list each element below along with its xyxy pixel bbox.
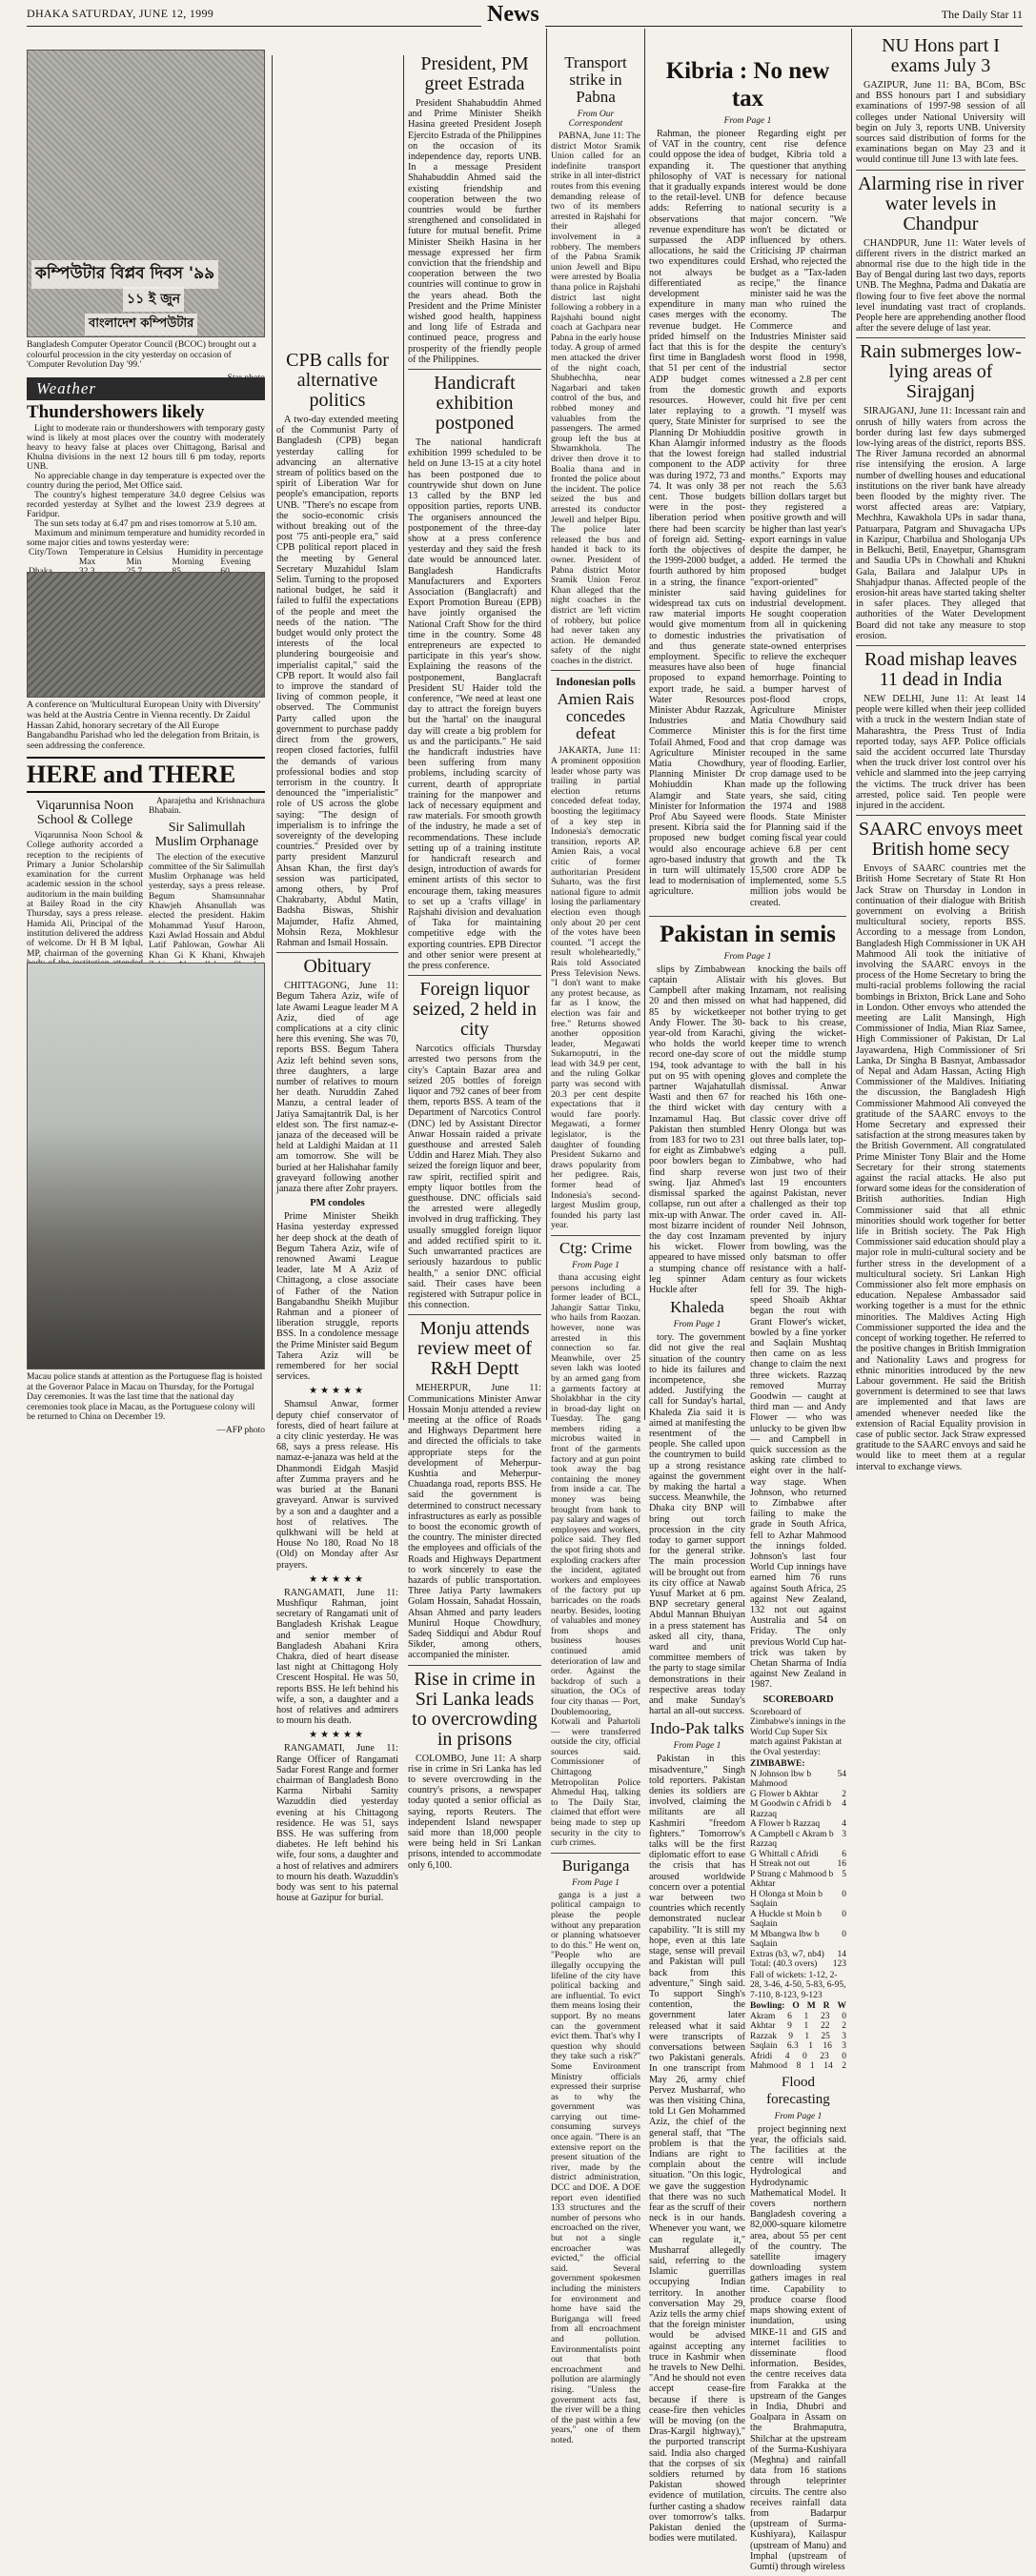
- here-and-there-section: [27, 755, 265, 961]
- procession-photo: [27, 50, 265, 337]
- headline: CPB calls for alternative politics: [286, 350, 389, 411]
- bowling-row: Afridi 4 0 23 0: [750, 2051, 846, 2061]
- article-body: slips by Zimbabwean captain Alistair Campbell after making 20 and then missed on 85 by wicketkeeper Andy Flower. The 30-year-old from Karachi, who holds the world record one-day score of 194, took advantage to put on 95 with opening partner Wajahatullah Wasti and then 67 for the third wicket with Inzamamul Haq. But Pakistan then stumbled from 183 for two to 231 for eight as Zimbabwe's poor bowlers began to find sharp reverse swing. Ijaz Ahmed's dismissal sparked the collapse, run out after a mix-up with Anwar. The most bizarre incident of the day cost Inzamam his wicket. Flower appeared to have missed a stumping chance off leg spinner Adam Huckle after: [649, 963, 745, 1295]
- byline: From Page 1: [774, 2111, 823, 2121]
- headline: Amien Rais concedes defeat: [557, 690, 635, 743]
- article-body: President Shahabuddin Ahmed and Prime Minister Sheikh Hasina greeted President Joseph Ejercito Estrada of the Philippines on the occasion of its independence day, reports UNB. In a message President Shahabuddin Ahmed said the existing friendship and cooperation between the two countries would be further strengthened and consolidated in future for mutual benefit. Prime Minister Sheikh Hasina in her message expressed her firm conviction that the friendship and cooperation between the two countries will continue to grow in the years ahead. Both the President and the Prime Minister wished good health, happiness and long life of Estrada and continued peace, progress and prosperity of the friendly people of the Philippines.: [408, 98, 541, 365]
- section-title: News: [481, 2, 545, 28]
- subhead: PM condoles: [310, 1198, 365, 1209]
- photo-caption: Macau police stands at attention as the Portuguese flag is hoisted at the Governor Palace in Macau on Thursday, for the Portugal Day ceremonies. It was the last time that the national day ceremonies took place in Macau, as the Portuguese colony will be returned to China on December 19.: [27, 1372, 262, 1422]
- bowling-row: Akhtar 9 1 22 2: [750, 2021, 846, 2032]
- banner-text: কম্পিউটার বিপ্লব দিবস '৯৯: [31, 260, 218, 289]
- bowling-header: Bowling: O M R W: [750, 2001, 846, 2012]
- byline: From Page 1: [723, 951, 772, 962]
- article-body: The national handicraft exhibition 1999 scheduled to be held on June 13-15 at a city hotel has been postponed due to countrywide shut down on June 13 called by the BNP led opposition parties, reports UNB. The organisers announced the postponement of the three-day show at a press conference yesterday and they said the fresh date would be announced later. Bangladesh Handicrafts Manufacturers and Exporters Association (Banglacraft) and Export Promotion Bureau (EPB) have jointly organised the National Craft Show for the third time in the country. Some 48 entrepreneurs are expected to participate in this year's show. Explaining the reasons of the postponement, Banglacraft President SU Haider told the conference, "We need at least one day to attract the foreign buyers but the 'hartal' on the inaugural day will create a big problem for us and the participants." He said the handicraft industries have been suffering from many problems, including scarcity of current, dearth of appropriate training for the manpower and lack of necessary equipment and raw materials. For smooth growth of the industry, he made a set of recommendations. These include setting up of a training institute for handicraft research and design, introduction of awards for eminent artists of this sector to encourage them, taking measures to set up a 'crafts village' in Rajshahi division and devaluation of Taka for maintaining competitive edge with the exporting countries. EPB Director and other senior were present at the press conference.: [408, 437, 541, 972]
- weather-label: Weather: [27, 377, 265, 400]
- column-2: [276, 349, 398, 1904]
- byline: From Page 1: [572, 1260, 620, 1270]
- separator-stars: ★★★★★: [309, 1730, 366, 1741]
- bowling-row: Mahmood 8 1 14 2: [750, 2061, 846, 2072]
- score-row: H Streak not out 16: [750, 1859, 846, 1870]
- article-body: GAZIPUR, June 11: BA, BCom, BSc and BSS honours part I and subsidiary examinations of 1997-98 session of all colleges under National University will begin on July 3, reports UNB. University sources said distribution of forms for the examinations began on May 23 and it would continue till June 13 with late fees.: [856, 80, 1026, 166]
- wx-col-subheader: Humidity in percentage: [177, 548, 263, 558]
- byline: From Page 1: [723, 116, 772, 126]
- article-body: Viqarunnisa Noon School & College authority accorded a reception to the recipients of Primary a Junior Scholarship examination for the current academic session in the school auditorium in the main building at Bailey Road in the city Thursday, says a press release. Hamida Ali, Principal of the institution delivered the address of welcome. Dr H B M Iqbal, MP, chairman of the governing: [27, 831, 143, 959]
- column-rule: [272, 55, 273, 1420]
- bowling-row: Saqlain 6.3 1 16 3: [750, 2041, 846, 2052]
- byline: From Page 1: [673, 1741, 721, 1752]
- score-row: Extras (b3, w7, nb4) 14: [750, 1949, 846, 1959]
- headline: Rain submerges low-lying areas of Sirajganj: [860, 341, 1022, 403]
- column-4: [551, 52, 640, 2445]
- column-6: [856, 34, 1026, 1472]
- headline: Rise in crime in Sri Lanka leads to overcrowding in prisons: [412, 1668, 538, 1750]
- article-body: A two-day extended meeting of the Communist Party of Bangladesh (CPB) began yesterday calling for advancing an alternative stream of politics based on the spirit of Liberation War for people's emancipation, reports UNB. "There's no escape from the socio-economic crisis without breaking out of the post '75 anti-people era," said CPB political report placed in the meeting by General Secretary Muzahidul Islam Selim. Turning to the proposed national budget, he said it failed to fulfil the expectations of the people and meet the needs of the nation. "The budget would only protect the interests of the local plundering bourgeoisie and imperialist capital," said the CPB report. It would also fail to improve the standard of living of common people, it observed. The Communist Party called upon the government to purchase paddy direct from the growers, reopen closed factories, fulfil the demands of various professional bodies and stop terrorism in the country. It denounced the "imperialistic" role of US across the globe saying: "The design of imperialism is to infringe the sovereignty of the developing countries." Presided over by party president Manzurul Ahsan Khan, the first day's session was participated, among others, by Prof Chakrabarty, Abdul Matin, Badsha Biswas, Shishir Majumder, Hafiz Ahmed, Mohsin Reza, Mokhlesur Rahman and Ismail Hossain.: [276, 415, 398, 948]
- photo-story-computer-day: [27, 50, 265, 372]
- headline: NU Hons part I exams July 3: [882, 35, 1000, 76]
- headline: Alarming rise in river water levels in Chandpur: [858, 172, 1024, 234]
- column-rule: [546, 29, 547, 1420]
- headline: Sir Salimullah Muslim Orphanage: [154, 820, 259, 849]
- article-body: RANGAMATI, June 11: Mushfiqur Rahman, joint secretary of Rangamati unit of Bangladesh Krishak League and senior member of Bangladesh Abahani Krira Chakra, died of heart disease last night at Chittagong Holy Crescent Hospital. He was 50, reports BSS. He left behind his wife, a son, a daughter and a host of relatives and admirers to mourn his death.: [276, 1587, 398, 1727]
- weather-text: The sun sets today at 6.47 pm and rises tomorrow at 5.10 am.: [34, 519, 257, 529]
- score-row: Total: (40.3 overs) 123: [750, 1959, 846, 1970]
- score-row: G Flower b Akhtar 2: [750, 1789, 846, 1799]
- headline: Kibria : No new tax: [665, 58, 830, 112]
- scoreboard-title: SCOREBOARD: [762, 1694, 834, 1705]
- article-body: RANGAMATI, June 11: Range Officer of Rangamati Sadar Forest Range and former chairman of Bangladesh Bono Karma Nirbahi Samity Wazuddin died yesterday evening at his Chittagong residence. He was 51, says BSS. He was suffering from diabetes. He left behind his wife, four sons, a daughter and a host of relatives and admirers to mourn his death. Wazuddin's body was sent to his paternal house at Gazipur for burial.: [276, 1743, 398, 1904]
- column-rule: [403, 55, 404, 1420]
- score-row: N Johnson lbw b Mahmood 54: [750, 1769, 846, 1790]
- article-body: Rahman, the pioneer of VAT in the country, could oppose the idea of expanding it. The philosophy of VAT is that it gradually expands to the retail-level. UNB adds: Referring to observations that revenue expenditure has surpassed the ADP allocations, he said the two expenditures could not always be differentiated as development expenditure in many cases merges with the revenue budget. He prided himself on the fact that this is for the first time in Bangladesh that 51 per cent of the ADP budget comes from the domestic resources. However, later replaying to a query, State Minister for Planning Dr Mohiuddin Khan Alamgir informed that the lowest foreign component to the ADP was during 1972, 73 and 74. It was only 38 per cent. Those budgets were in the post-liberation period when there had been scarcity of foreign aid. Setting-forth the objectives of the 1999-2000 budget, a fourth authored by him in a string, the finance minister said widespread tax cuts on raw material imports would give momentum to domestic industries and thus generate employment. Specific measures have also been proposed to expand export trade, he said. Water Resources Minister Abdur Razzak, Industries and Commerce Minister Tofail Ahmed, Food and Agriculture Minister Matia Chowdhury, Planning Minister Dr Mohiuddin Khan Alamgir and State Minister for Information Prof Abu Sayeed were present. Kibria said the proposed new budget would also encourage agro-based industry that in turn will ultimately lead to modernisation of agriculture.: [649, 129, 745, 898]
- headline: Ctg: Crime: [559, 1238, 633, 1257]
- headline: Handicraft exhibition postponed: [434, 373, 516, 435]
- scoreboard: [750, 1708, 846, 2072]
- photo-caption: A conference on 'Multicultural European Unity with Diversity' was held at the Austria Centre in Vienna recently. Dr Zaidul Hassan Zahid, honorary secretary of the All Europe Bangabandhu Parishad who led the delegation from Britain, is seen addressing the conference.: [27, 700, 261, 752]
- score-row: G Whittall c Afridi 6: [750, 1849, 846, 1859]
- article-body: Narcotics officials Thursday arrested two persons from the city's Captain Bazar area and seized 205 bottles of foreign liquor and 792 canes of beer from them, reports BSS. A team of the Department of Narcotics Control (DNC) led by Assistant Director Anwar Hossain raided a private guesthouse and arrested Saleh Uddin and Harez Miah. They also seized the foreign liquor and beer, raw spirit, rectified spirit and empty liquor bottles from the guesthouse. DNC officials said the arrested were allegedly involved in drug trafficking. They usually smuggled foreign liquor and added rectified spirit to it. Such unwarranted practices are seriously hazardous to public health," a senior DNC official said. Their cases have been registered with Sutrapur police in this connection.: [408, 1044, 541, 1311]
- weather-text: Light to moderate rain or thundershowers with temporary gusty wind is likely at most places over the country with moderately heavy to heavy false at places over Chittagong, Barisal and Khulna divisions in the next 12 hours till 6 pm today, reports UNB.: [27, 424, 265, 472]
- score-row: H Olonga st Moin b Saqlain 0: [750, 1889, 846, 1910]
- article-body: CHITTAGONG, June 11: Begum Tahera Aziz, wife of late Awami League leader M A Aziz, died of age complications at a city clinic here this evening. She was 70, reports BSS. Begum Tahera Aziz left behind seven sons, three daughters, a large number of relatives to mourn her death. Nuruddin Zahed Manzu, a central leader of Jatiya Samajtantrik Dal, is her eldest son. The first namaz-e-janaza of the deceased will be held at Laldighi Maidan at 11 am tomorrow. She will be buried at her Halishahar family graveyard following another janaza there after Zohr prayers.: [276, 981, 398, 1195]
- article-body: Regarding eight per cent rise defence budget, Kibria told a questioner that anything necessary for national interest would be done for defence because national security is a major concern. "We won't be dictated or influenced by others. Criticising JP chairman Ershad, who rejected the budget as a "Tax-laden recipe," the finance minister said he was the man who ruined the economy. The Commerce and Industries Minister said despite the century's worst flood in 1998, industrial sector witnessed a 2.8 per cent growth and exports could hit five per cent growth. "I myself was surprised to see the positive growth in industry as the floods had stalled industrial activity for three months." Exports may not reach the 5.63 billion dollars target but they registered a positive growth and will be higher than last year's export earnings in value despite the damper, he added. He termed the proposed budget "export-oriented" having guidelines for industrial development. He sought cooperation from all in quickening the privatisation of state-owned enterprises to relieve the exchequer of huge financial hemorrhage. Pointing to a bumper harvest of post-flood crops, Agriculture Minister Matia Chowdhury said this is for the first time that crop damage was recouped in the same year of flooding. Earlier, crop damage used to be made up the following years, she said, citing the 1974 and 1988 floods. State Minister for Planning said if the coming fiscal year could achieve 6.8 per cent growth and the Tk 15,500 crore ADP be implemented, some 5.5 million jobs would be created.: [750, 129, 846, 908]
- score-row: M Goodwin c Afridi b Razzaq 4: [750, 1799, 846, 1819]
- weather-text: The country's highest temperature 34.0 degree Celsius was recorded yesterday at Sylhet and the lowest 23.9 degrees at Faridpur.: [27, 491, 265, 519]
- section-heading: HERE and THERE: [27, 757, 265, 793]
- bowling-row: Razzak 9 1 25 3: [750, 2031, 846, 2041]
- score-row: A Huckle st Moin b Saqlain 0: [750, 1909, 846, 1930]
- column-3: [408, 52, 541, 1871]
- photo-story-macau: [27, 963, 265, 1435]
- wx-col-header: Morning: [172, 558, 204, 567]
- article-body: Pakistan in this misadventure," Singh told reporters. Pakistan denies its soldiers are involved, claiming the militants are all Kashmiri "freedom fighters." Tomorrow's talks will be the first diplomatic effort to ease the crisis that has aroused worldwide concern over a potential war between two countries which recently demonstrated nuclear capability. "It is still my hope, even at this late stage, sense will prevail and Pakistan will pull back from this adventure," Singh said. To support Singh's contention, the government later released what it said were transcripts of conversations between two Pakistani generals. In one transcript from May 26, army chief Pervez Musharraf, who was then visiting China, told Lt Gen Mohammed Aziz, the chief of the general staff, that "The problem is that the Indians are right to complain about the situation. "On this logic, we gave the suggestion that there was no such fear as the scruff of their neck is in our hands. Whenever you want, we can regulate it," Musharraf allegedly said, referring to the Islamic guerrillas occupying Indian territory. In another conversation May 29, Aziz tells the army chief that the foreign minister would be advised against accepting any truce in Kashmir when he travels to New Delhi. "And he should not even accept cease-fire because if there is cease-fire then vehicles will be moving (on the Dras-Kargil highway)," the purported transcript said. India also charged that the corpses of six soldiers returned by Pakistan showed evidence of mutilation, further casting a shadow over tomorrow's talks. Pakistan denied the bodies were mutilated.: [649, 1754, 745, 2545]
- wx-col-header: Min: [126, 558, 142, 567]
- headline: Monju attends review meet of R&H Deptt: [417, 1318, 532, 1380]
- headline: Buriganga: [561, 1856, 630, 1875]
- wx-col-header: Max: [78, 558, 96, 567]
- article-body: Prime Minister Sheikh Hasina yesterday expressed her deep shock at the death of Begum Tahera Aziz, wife of renowned Awami League leader, late M A Aziz of Chittagong, a close associate of Father of the Nation Bangabandhu Sheikh Mujibur Rahman and a pioneer of liberation struggle, reports BSS. In a condolence message the Prime Minister said Begum Tahera Aziz will be remembered for her social services.: [276, 1211, 398, 1383]
- banner-text: ১১ ই জুন: [123, 287, 184, 312]
- paper-name: The Daily Star 11: [941, 8, 1023, 21]
- article-body: Aparajetha and Krishnachura Bhabain.: [149, 797, 265, 817]
- weather-text: Maximum and minimum temperature and humidity recorded in some major cities and towns yesterday were:: [27, 529, 265, 548]
- dateline: DHAKA SATURDAY, JUNE 12, 1999: [27, 7, 214, 20]
- wx-col-header: Evening: [220, 558, 251, 567]
- photo-caption: Bangladesh Computer Operator Council (BCOC) brought out a colourful procession in the city yesterday on occasion of 'Computer Revolution Day '99.': [27, 340, 256, 370]
- bowling-row: Akram 6 1 23 0: [750, 2011, 846, 2021]
- article-body: COLOMBO, June 11: A sharp rise in crime in Sri Lanka has led to severe overcrowding in the country's prisons, a newspaper today quoted a senior official as saying, reports Reuters. The independent Island newspaper said more than 18,000 people were being held in Sri Lankan prisons, intended to accommodate only 6,100.: [408, 1753, 541, 1871]
- article-body: project beginning next year, the officials said. The facilities at the centre will include Hydrological and Hydrodynamic Mathematical Model. It covers northern Bangladesh covering a 82,000-square kilometre area, about 55 per cent of the country. The satellite imagery downloading system gathers images in real time. Capability to produce coarse flood maps showing extent of inundation, using MIKE-11 and GIS and internet facilities to disseminate flood information. Besides, the centre receives data from Farakka at the upstream of the Ganges in India, Dhubri and Goalpara in Assam on the Brahmaputra, Shilchar at the upstream of the Surma-Kushiyara (Meghna) and rainfall data from 16 stations through teleprinter circuits. The centre also receives rainfall data from Badarpur (upstream of Surma-Kushiyara), Kailaspur (upstream of Manu) and Imphal (upstream of Gumti) through wireless: [750, 2123, 846, 2572]
- photo-credit: —AFP photo: [216, 1425, 265, 1435]
- score-row: P Strang c Mahmood b Akhtar 5: [750, 1869, 846, 1890]
- wx-col-header: City/Town: [29, 548, 68, 558]
- weather-text: No appreciable change in day temperature is expected over the country during the period, Met Office said.: [27, 472, 265, 491]
- article-body: knocking the bails off with his gloves. But Inzamam, not realising what had happened, did not bother trying to get back to his crease, giving the wicket-keeper time to wrench out the middle stump with the ball in his gloves and complete the dismissal. Anwar reached his 16th one-day century with a classic cover drive off Henry Olonga but was out three balls later, top-edging a pull. Zimbabwe, who had won just two of their last 19 encounters against Pakistan, never challenged as their top order caved in. All-rounder Neil Johnson, prevented by injury from bowling, was the only batsman to offer resistance with a half-century as four wickets fell for 39. The high-speed Shoaib Akhtar began the rout with Grant Flower's wicket, bowled by a fine yorker and Saqlain Mushtaq then came on as less change to claim the next three wickets. Razzaq removed Murray Goodwin — caught at third man — and Andy Flower — who was unlucky to be given lbw — and Campbell in quick succession as the asking rate climbed to eight over in the half-way stage. When Johnson, who returned to Zimbabwe after failing to make the grade in South Africa, fell to Azhar Mahmood the innings folded. Johnson's last four World Cup innings have earned him 76 runs against South Africa, 25 against New Zealand, 132 not out against Australia and 54 on Friday. The only previous World Cup hat-trick was taken by Chetan Sharma of India against New Zealand in 1987.: [750, 963, 846, 1691]
- headline: Obituary: [303, 956, 372, 978]
- headline: Flood forecasting: [766, 2074, 830, 2107]
- headline: Pakistan in semis: [660, 921, 836, 947]
- wx-col-subheader: Temperature in Celsius: [78, 548, 163, 558]
- byline: From Our Correspondent: [568, 110, 623, 129]
- article-body: JAKARTA, June 11: A prominent opposition leader whose party was trailing in partial election returns conceded defeat today, boosting the legitimacy of a key step in Indonesia's democratic transition, reports AP. Amien Rais, a vocal critic of former authoritarian President Suharto, was the first national figure to admit losing the parliamentary election even though only about 20 per cent of the votes have been counted. "I accept the result wholeheartedly," Rais told Associated Press Television News. "I don't want to make any protest because, as far as I know, the election was fair and free." Returns showed another opposition leader, Megawati Sukarnoputri, in the lead with 34.9 per cent, and the ruling Golkar party was second with 20.3 per cent despite expectations that it would fare poorly. Megawati, a former legislator, is the daughter of founding President Sukarno and draws popularity from her pedigree. Rais, former head of Indonesia's second-largest Muslim group, founded his party last year.: [551, 745, 640, 1231]
- column-rule: [851, 29, 852, 1420]
- weather-headline: Thundershowers likely: [27, 402, 205, 422]
- headline: SAARC envoys meet British home secy: [858, 819, 1024, 861]
- article-body: SIRAJGANJ, June 11: Incessant rain and onrush of hilly waters from across the border during last few days submerged low-lying areas of the district, reports BSS. The River Jamuna recorded an abnormal rise intensifying the erosion. A large number of dwelling houses and educational institutions on the river bank have already been flooded by the mighty river. The worst affected areas are: Vatpiary, Mechhra, Kawakhola UPs in sadar thana, Patuarpara, Patgram and Shuvagacha UPs in Kazipur, Charbilua and Shologanja UPs in Belkuchi, Betil, Enayetpur, Ghamsgram and Saudia UPs in Chowhali and Khukni Gala, Bailara and Jalalpur UPs in Shahjadpur thanas. Affected people of the erosion-hit areas have started taking shelter in safer places. They alleged that authorities of the Water Development Board did not take any measure to stop erosion.: [856, 406, 1026, 641]
- kicker: Indonesian polls: [556, 675, 636, 689]
- headline: President, PM greet Estrada: [420, 53, 529, 94]
- banner-text: বাংলাদেশ কম্পিউটার: [85, 314, 197, 335]
- article-body: ganga is a just a political campaign to please the people without any preparation or planning whatsoever to do this." He went on, "People who are illegally occupying the lifeline of the city have political backing and are influential. To evict them means losing their support. By no means can the government evict them. That's why I question why should they take such a risk?" Some Environment Ministry officials expressed their surprise as to why the government was carrying out time-consuming surveys once again. "There is an extensive report on the present situation of the river, made by the district administration, DCC and DOE. A DOE report even identified 133 structures and the number of persons who encroached on the river, but not a single encroacher was evicted," the official said. Several government spokesmen including the ministers for environment and home have said the Buriganga will freed from all encroachment and pollution. Environmentalists point out that both encroachment and pollution are alarmingly rising. "Unless the government acts fast, the river will be a thing of the past within a few years," one of them noted.: [551, 1889, 640, 2445]
- headline: Road mishap leaves 11 dead in India: [864, 648, 1017, 690]
- article-body: CHANDPUR, June 11: Water levels of different rivers in the district marked an abnormal rise due to the high tide in the Bay of Bengal during last two days, reports UNB. The Meghna, Padma and Dakatia are flowing four to five feet above the normal level inundating vast tract of croplands. People here are apprehending another flood after the severe deluge of last year.: [856, 237, 1026, 335]
- scoreboard-team: ZIMBABWE:: [750, 1759, 805, 1770]
- scoreboard-intro: Scoreboard of Zimbabwe's innings in the World Cup Super Six match against Pakistan at the Oval yesterday:: [750, 1707, 846, 1757]
- article-body: PABNA, June 11: The district Motor Sramik Union called for an indefinite transport strike in all inter-district routes from this evening demanding release of two of its members arrested in Rajshahi for their alleged involvement in a robbery. The members of the Pabna Sramik union Jewell and Bipu were arrested by Boalia thana police in Rajshahi district last night following a robbery in a Rajshahi bound night coach at Gachpara near Pabna in the early house today. A group of armed men attacked the driver of the night coach, Shubhechha, near Nagarbari and taken control of the bus, and robbed money and valuables from the passengers. The armed group left the bus at Shwarnkhola. The driver then drove it to Boalia thana and in fronted the police about the incident. The police seized the bus and arrested its conductor Jewell and helper Bipu. The police later released the bus and handed it back to its owner. President of Pabna district Motor Sramik Union Feroz Khan alleged that the night coaches in the district are 'left victim of robbery, but police had never taken any action. He demanded safety of the night coaches in the district.: [551, 131, 640, 666]
- weather-section: [27, 377, 265, 568]
- headline: Indo-Pak talks: [650, 1719, 744, 1738]
- weather-table-header: [27, 548, 265, 558]
- separator-stars: ★★★★★: [309, 1573, 366, 1585]
- article-body: The election of the executive committee of the Sir Salimullah Muslim Orphanage was held yesterday, says a press release. Begum Shamsunnahar Khawjeh Ahsanullah was elected the president. Hakim Mohammad Yusuf Haroon, Kazi Awlad Hossain and Abdul Latif Pahlowan, Gowhar Ali Khan Gi K Khani, Khwajeh: [149, 852, 265, 961]
- macau-photo: [27, 963, 265, 1369]
- article-body: Envoys of SAARC countries met the British Home Secretary of State Rt Hon Jack Straw on Thursday in London in continuation of their dialogue with British government on evolving a British multicultural society, reports BSS. According to a message from London, Bangladesh High Commissioner in UK AH Mahmood Ali took the initiative of involving the SAARC envoys in the process of the Home Secretary to bring the multi-racial problems following the racial bombings in Brixton, Brick Lane and Soho in London. Other envoys who attended the meeting are Lalit Mansingh, High Commissioner of India, Mian Riaz Samee, High Commissioner of Pakistan, Dr Lal Jayawardena, High Commissioner of Sri Lanka, Dr Singha B Basnyat, Ambassador of Nepal and Adam Hassan, Acting High Commissioner of the Maldives. Initiating the discussion, the Bangladesh High Commissioner Mahmood Ali conveyed the gratitude of the SAARC envoys to the Home Secretary and expressed their satisfaction at the strong measures taken by the British Government. All congratulated Prime Minister Tony Blair and the Home Secretary for their strong statements against the racial attacks. He also put forward some ideas for the consideration of British authorities. Indian High Commissioner said that all ethnic minorities should work together for better life in British society. The Pak High Commissioner said education should play a major role in multi-cultural society and be further stress in the development of a multicultural society. Sri Lankan High Commissioner also felt more emphasis on education. Nepalese Ambassador said working together is a must for the ethnic minorities. The Maldives Acting High Commissioner supported the idea and the concept of working together. He referred to the positive changes in British Immigration and Nationality Laws and progress for ethnic minorities introduced by the new Labour government. He said the British government is determined to see that laws are implemented and that laws are amended whenever needed like the extension of Racial Equality provision in case of public sector. Jack Straw expressed gratitude to the SAARC envoys and said he would like to meet them at a regular interval to exchange views.: [856, 863, 1026, 1472]
- column-5: [649, 55, 846, 2572]
- score-row: A Flower b Razzaq 4: [750, 1819, 846, 1830]
- byline: From Page 1: [673, 1320, 721, 1330]
- article-body: thana accusing eight persons including a former leader of BCL, Jahangir Sattar Tinku, who hails from Raozan. however, none was arrested in this connection so far. Meanwhile, over 25 seven lakh was looted by an armed gang from a garments factory at Sholakbhar in the city in broad-day light on Tuesday. The gang members riding a microbus waited in front of the garments factory and at gun point took away the bag containing the money from inside a car. The money was being brought from bank to pay salary and wages of employees and workers, police said. They fled the spot firing shots and exploding crackers after the incident, agitated workers and employees of the factory put up barricades on the roads nearby. Besides, looting of valuables and money from shops and business houses continued amid deterioration of law and order. Against the backdrop of such a situation, the OCs of four city thanas — Port, Doublemooring, Kotwali and Pahartoli — were transferred outside the city, official sources said. Commissioner of Chittagong Metropolitan Police Ahmedul Huq, talking to The Daily Star, claimed that effort were being made to step up security in the city to curb crimes.: [551, 1271, 640, 1849]
- photo-story-conference: [27, 572, 265, 753]
- score-row: M Mbangwa lbw b Saqlain 0: [750, 1929, 846, 1950]
- article-body: NEW DELHI, June 11: At least 14 people were killed when their jeep collided with a truck in the western Indian state of Maharashtra, the Press Trust of India reported today, says AFP. Police officials said the accident occurred late Thursday when the truck driver lost control over his vehicle and slammed into the jeep carrying the victims. The truck driver has been arrested, police said. Ten people were injured in the accident.: [856, 693, 1026, 811]
- article-body: tory. The government did not give the real situation of the country to hide its failures and incompetence, she added. Justifying the call for Sunday's hartal, Khaleda Zia said it is aimed at manifesting the resentment of the people. She called upon the countrymen to build up a strong resistance against the government by making the hartal a success. Meanwhile, the Dhaka city BNP will bring out torch procession in the city today to garner support for the general strike. The main procession will be brought out from its city office at Nawab Yusuf Market at 6 pm. BNP secretary general Abdul Mannan Bhuiyan in a press statement has asked all city, thana, ward and unit committee members of the party to stage similar demonstrations in their respective areas today and make Sunday's hartal an all-out success.: [649, 1332, 745, 1717]
- headline: Transport strike in Pabna: [564, 53, 627, 106]
- article-body: MEHERPUR, June 11: Communications Minister Anwar Hossain Monju attended a review meeting at the office of Roads and Highways Department here and directed the officials to take appropriate steps for the development of Meherpur-Kushtia and Meherpur-Chuadanga road, reports BSS. He said the government is determined to construct necessary infrastructures as early as possible to boost the economic growth of the country. The minister directed the employees and officials of the Roads and Highways Department to work sincerely to ease the hazards of public transportation. Three Jatiya Party lawmakers Golam Hossain, Sahadat Hossain, Ahsan Ahmed and party leaders Munirul Hoque Chowdhury, Sadeq Siddiqui and Abdur Rouf Sikder, among others, accompanied the minister.: [408, 1383, 541, 1661]
- headline: Foreign liquor seized, 2 held in city: [413, 979, 537, 1041]
- headline: Khaleda: [670, 1298, 724, 1317]
- separator-stars: ★★★★★: [309, 1386, 366, 1397]
- column-rule: [644, 29, 645, 1420]
- conference-photo: [27, 572, 265, 698]
- byline: From Page 1: [572, 1877, 620, 1888]
- article-body: Shamsul Anwar, former deputy chief conservator of forests, died of heart failure at a city clinic yesterday. He was 68, says a press release. His namaz-e-janaza was held at the Dhanmondi Eidgah Masjid after Zumma prayers and he was buried at the Banani graveyard. Anwar is survived by a son and a daughter and a host of relatives. The qulkhwani will be held at House No 180, Road No 18 (Old) on Monday after Asr prayers.: [276, 1399, 398, 1571]
- fall-of-wickets: Fall of wickets: 1-12, 2-28, 3-46, 4-50, 5-83, 6-95, 7-110, 8-123, 9-123: [750, 1970, 846, 2000]
- score-row: A Campbell c Akram b Razzaq 3: [750, 1829, 846, 1850]
- headline: Viqarunnisa Noon School & College: [35, 799, 134, 827]
